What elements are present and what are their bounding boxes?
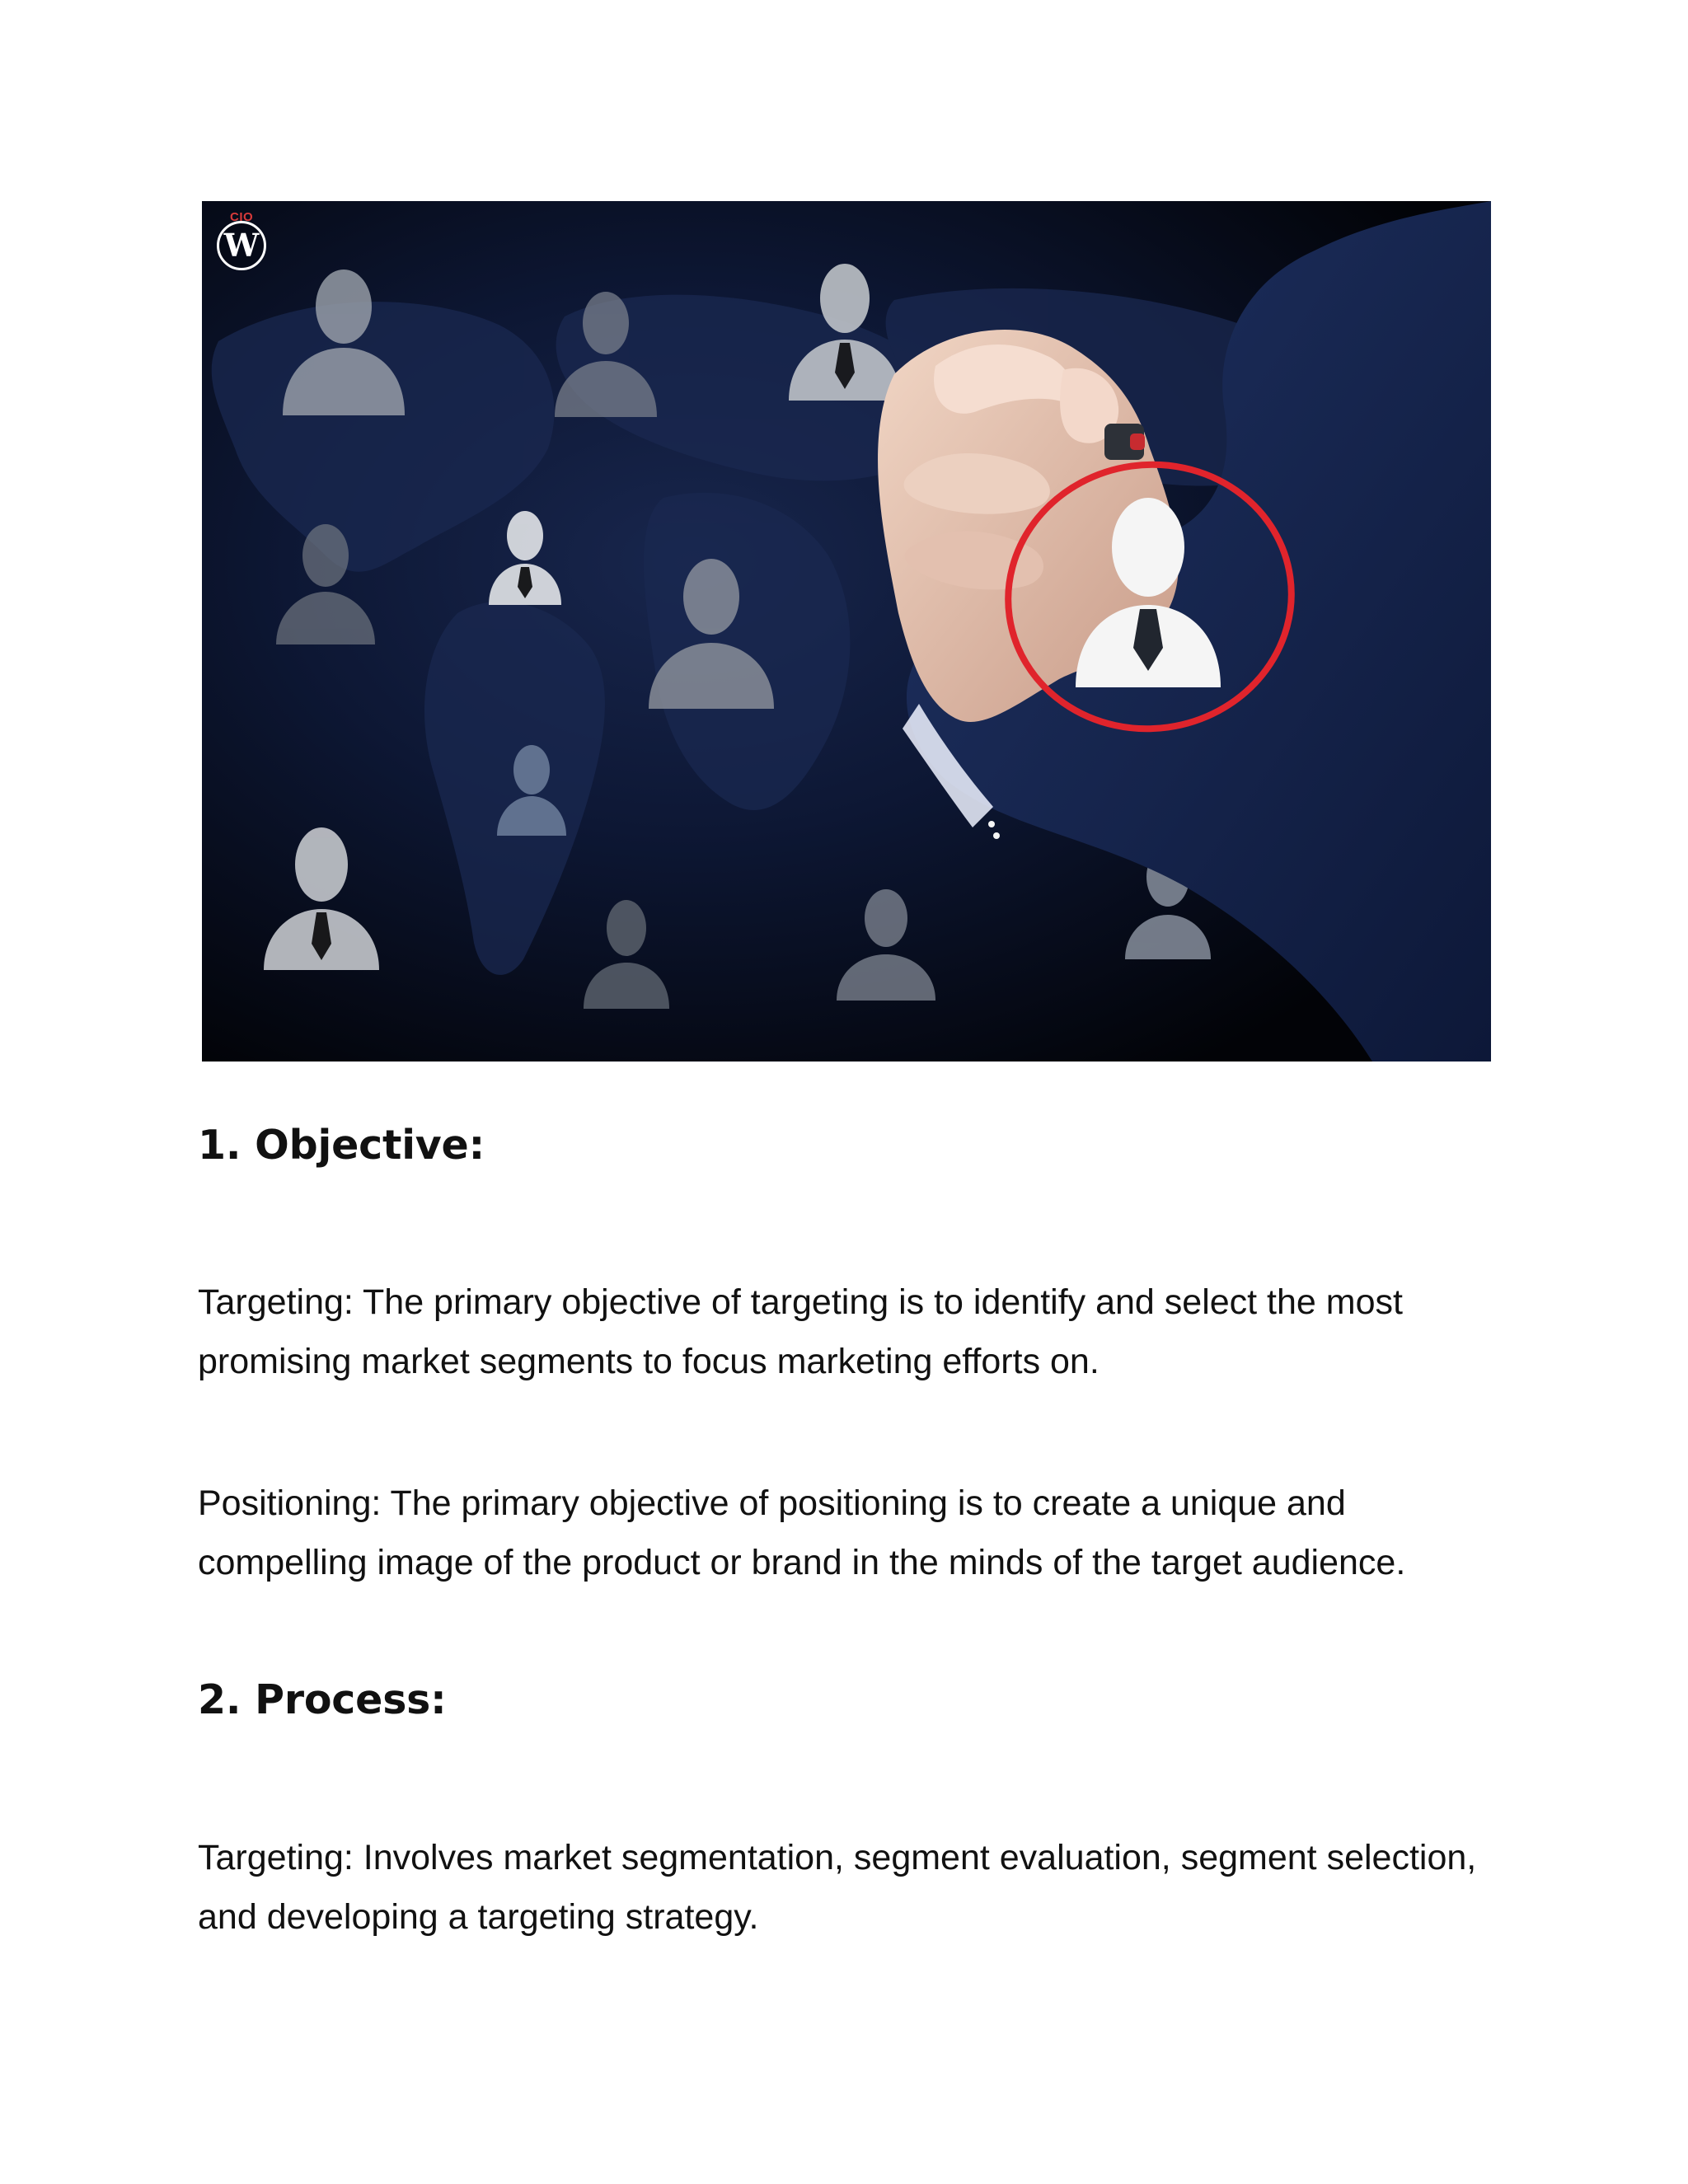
section-heading-process: 2. Process: [198,1676,447,1723]
paragraph-targeting-process: Targeting: Involves market segmentation, segment evaluation, segment selection, and developing a targeting strategy. [198,1838,1477,1937]
logo-badge [217,221,266,270]
hero-image [202,201,1491,1062]
brand-logo [213,211,271,270]
targeting-illustration [202,201,1491,1062]
section-heading-objective: 1. Objective: [198,1122,485,1169]
logo-small-text: CIO [230,210,254,224]
logo-letter: W [223,227,260,264]
paragraph-positioning-objective: Positioning: The primary objective of positioning is to create a unique and compelling image of the product or brand in the minds of the target audience. [198,1483,1406,1582]
paragraph-targeting-objective: Targeting: The primary objective of targeting is to identify and select the most promising market segments to focus marketing efforts on. [198,1282,1403,1381]
